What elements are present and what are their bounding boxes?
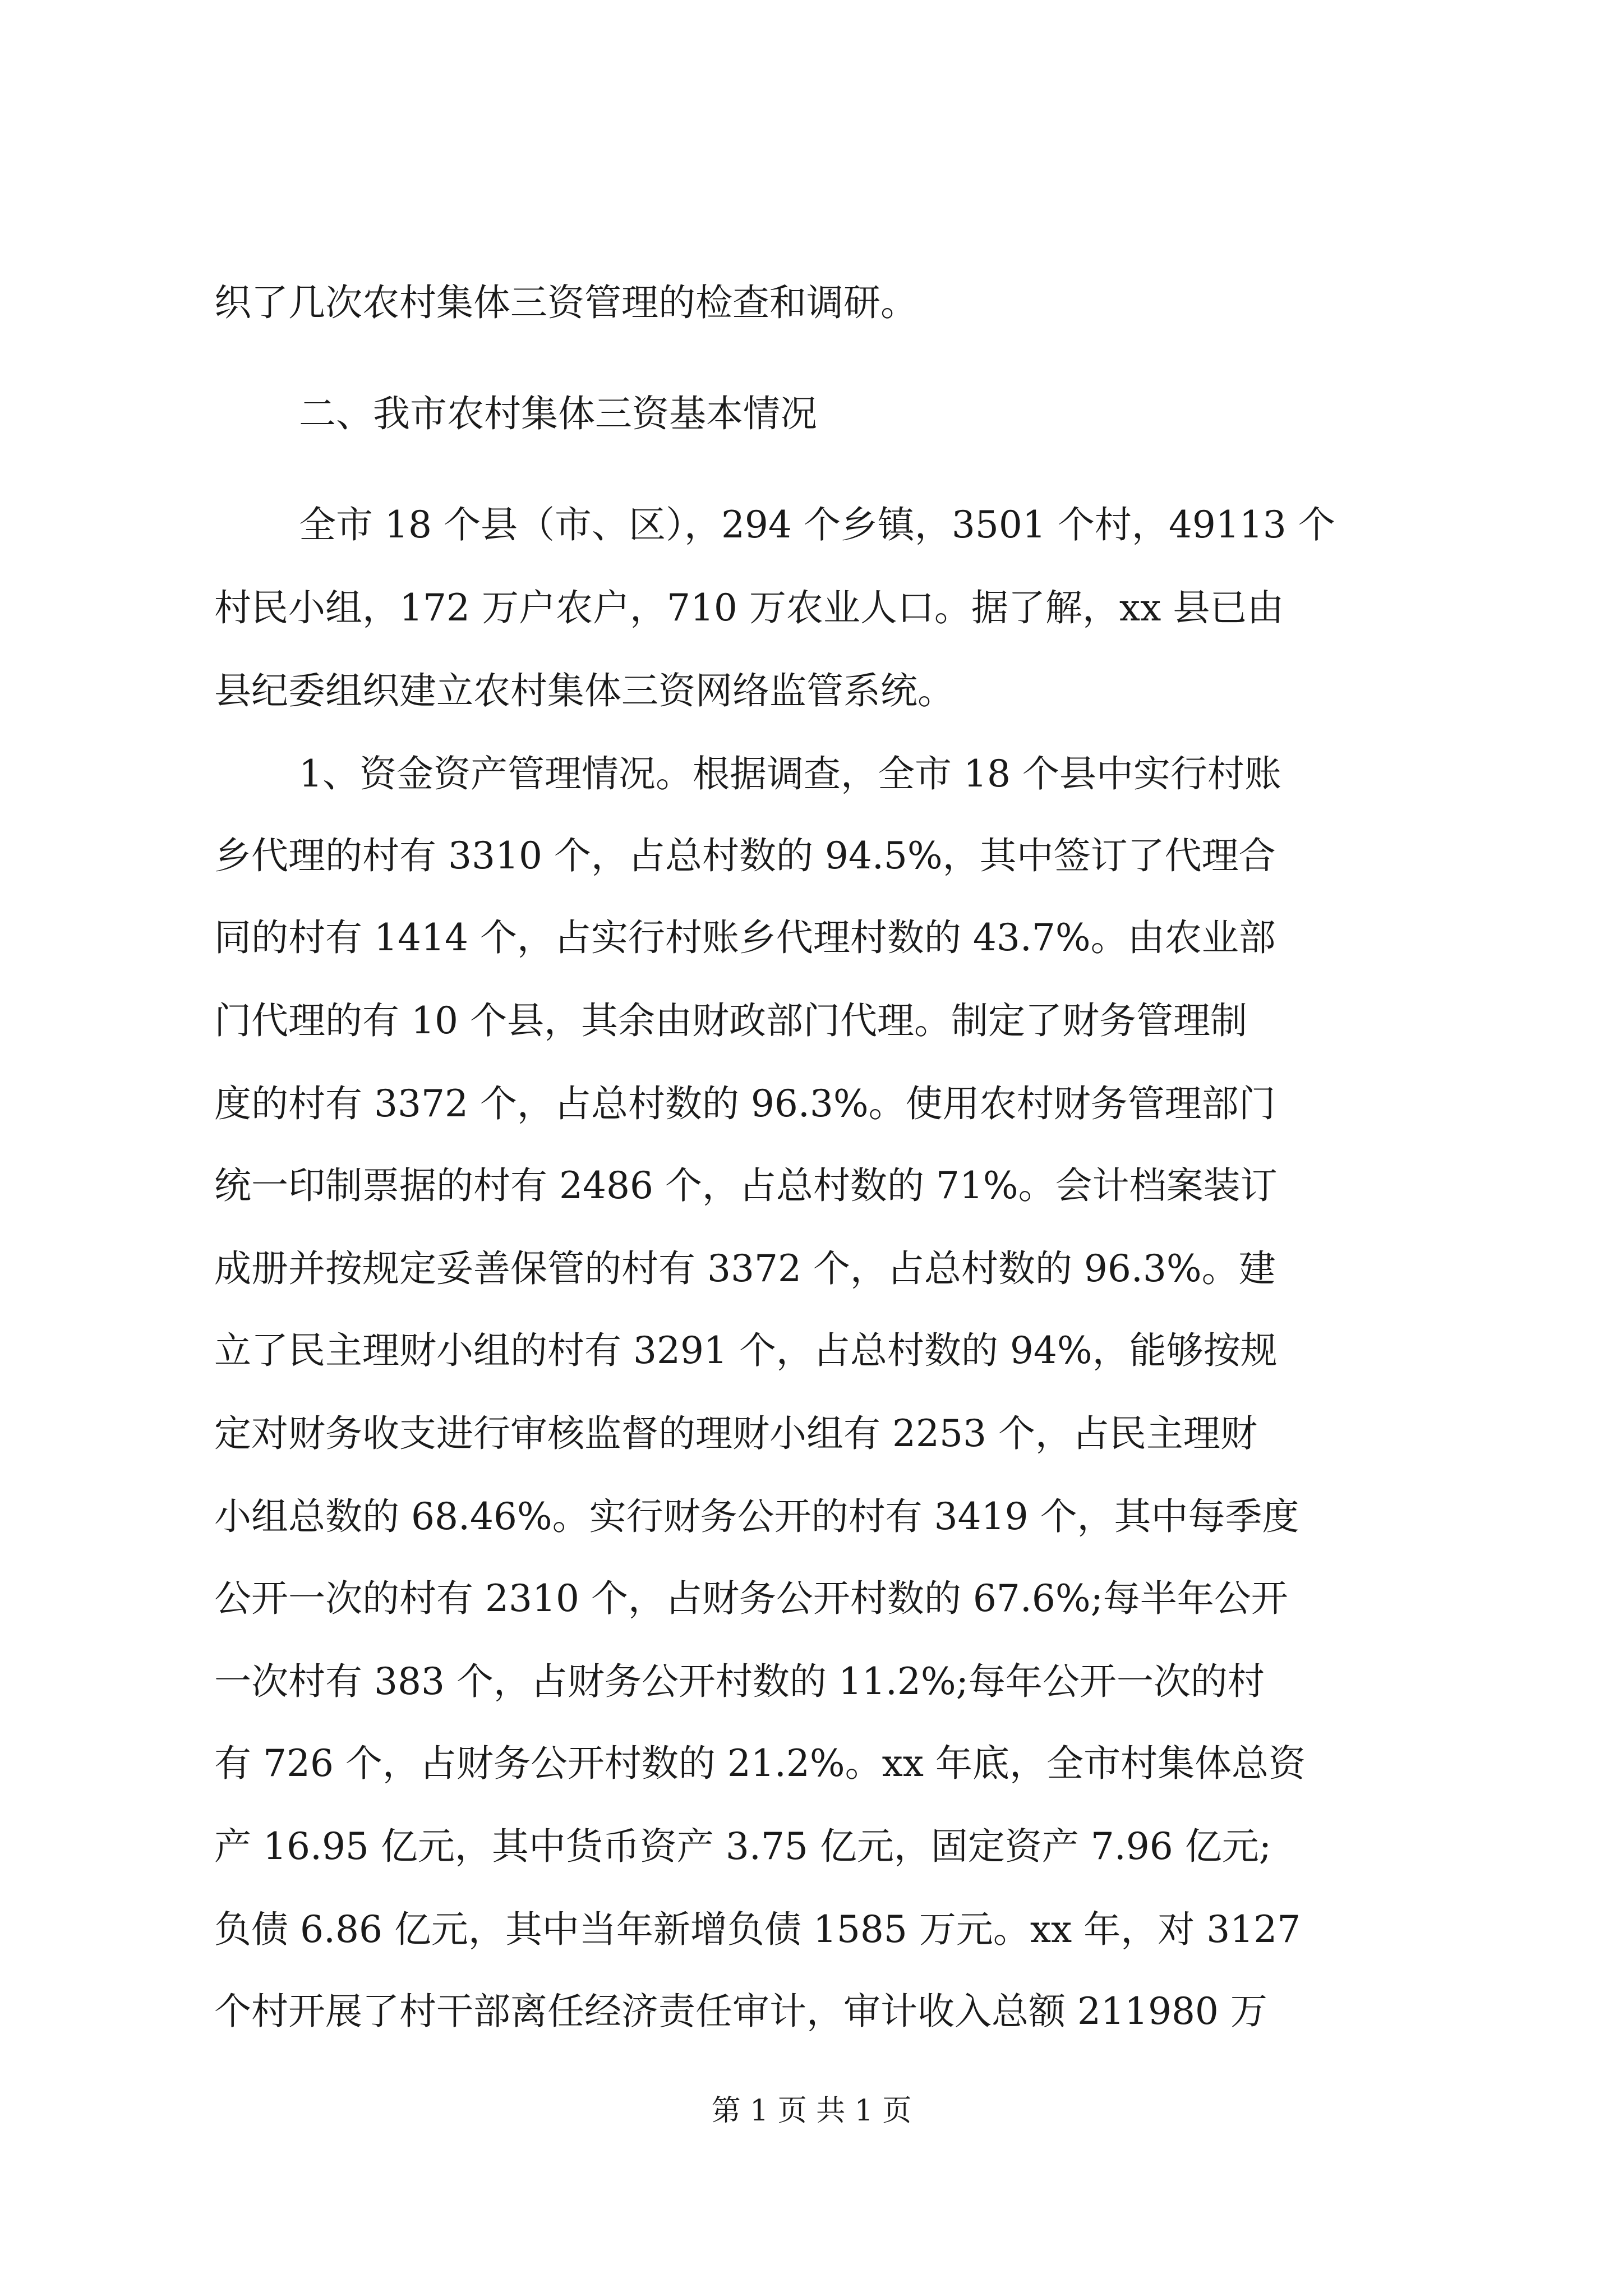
text-line-content: 织了几次农村集体三资管理的检查和调研。	[214, 281, 917, 324]
text-line-content: 乡代理的村有 3310 个，占总村数的 94.5%，其中签订了代理合	[214, 834, 1276, 877]
text-line-content: 有 726 个，占财务公开村数的 21.2%。xx 年底，全市村集体总资	[214, 1742, 1306, 1785]
page-footer: 第 1 页 共 1 页	[711, 2094, 912, 2128]
text-line-content: 门代理的有 10 个县，其余由财政部门代理。制定了财务管理制	[214, 999, 1247, 1042]
text-line-content: 产 16.95 亿元，其中货币资产 3.75 亿元，固定资产 7.96 亿元;	[214, 1825, 1271, 1868]
text-line-content: 县纪委组织建立农村集体三资网络监管系统。	[214, 669, 955, 712]
text-line-content: 负债 6.86 亿元，其中当年新增负债 1585 万元。xx 年，对 3127	[214, 1908, 1301, 1951]
section-heading-content: 二、我市农村集体三资基本情况	[299, 392, 817, 435]
text-line-content: 村民小组，172 万户农户，710 万农业人口。据了解，xx 县已由	[214, 586, 1284, 629]
text-line-content: 一次村有 383 个，占财务公开村数的 11.2%;每年公开一次的村	[214, 1660, 1265, 1703]
text-line-content: 小组总数的 68.46%。实行财务公开的村有 3419 个，其中每季度	[214, 1495, 1299, 1538]
text-line-content: 全市 18 个县（市、区），294 个乡镇，3501 个村，49113 个	[299, 503, 1335, 546]
text-line-content: 度的村有 3372 个，占总村数的 96.3%。使用农村财务管理部门	[214, 1082, 1276, 1125]
text-line-content: 1、资金资产管理情况。根据调查，全市 18 个县中实行村账	[299, 752, 1281, 795]
text-line-content: 同的村有 1414 个，占实行村账乡代理村数的 43.7%。由农业部	[214, 916, 1276, 959]
text-line-content: 个村开展了村干部离任经济责任审计，审计收入总额 211980 万	[214, 1990, 1267, 2033]
text-line-content: 公开一次的村有 2310 个，占财务公开村数的 67.6%;每半年公开	[214, 1577, 1288, 1620]
text-line-content: 统一印制票据的村有 2486 个，占总村数的 71%。会计档案装订	[214, 1164, 1278, 1207]
text-line-content: 成册并按规定妥善保管的村有 3372 个，占总村数的 96.3%。建	[214, 1247, 1276, 1290]
text-line-content: 立了民主理财小组的村有 3291 个，占总村数的 94%，能够按规	[214, 1329, 1278, 1372]
text-line-content: 定对财务收支进行审核监督的理财小组有 2253 个，占民主理财	[214, 1412, 1257, 1455]
